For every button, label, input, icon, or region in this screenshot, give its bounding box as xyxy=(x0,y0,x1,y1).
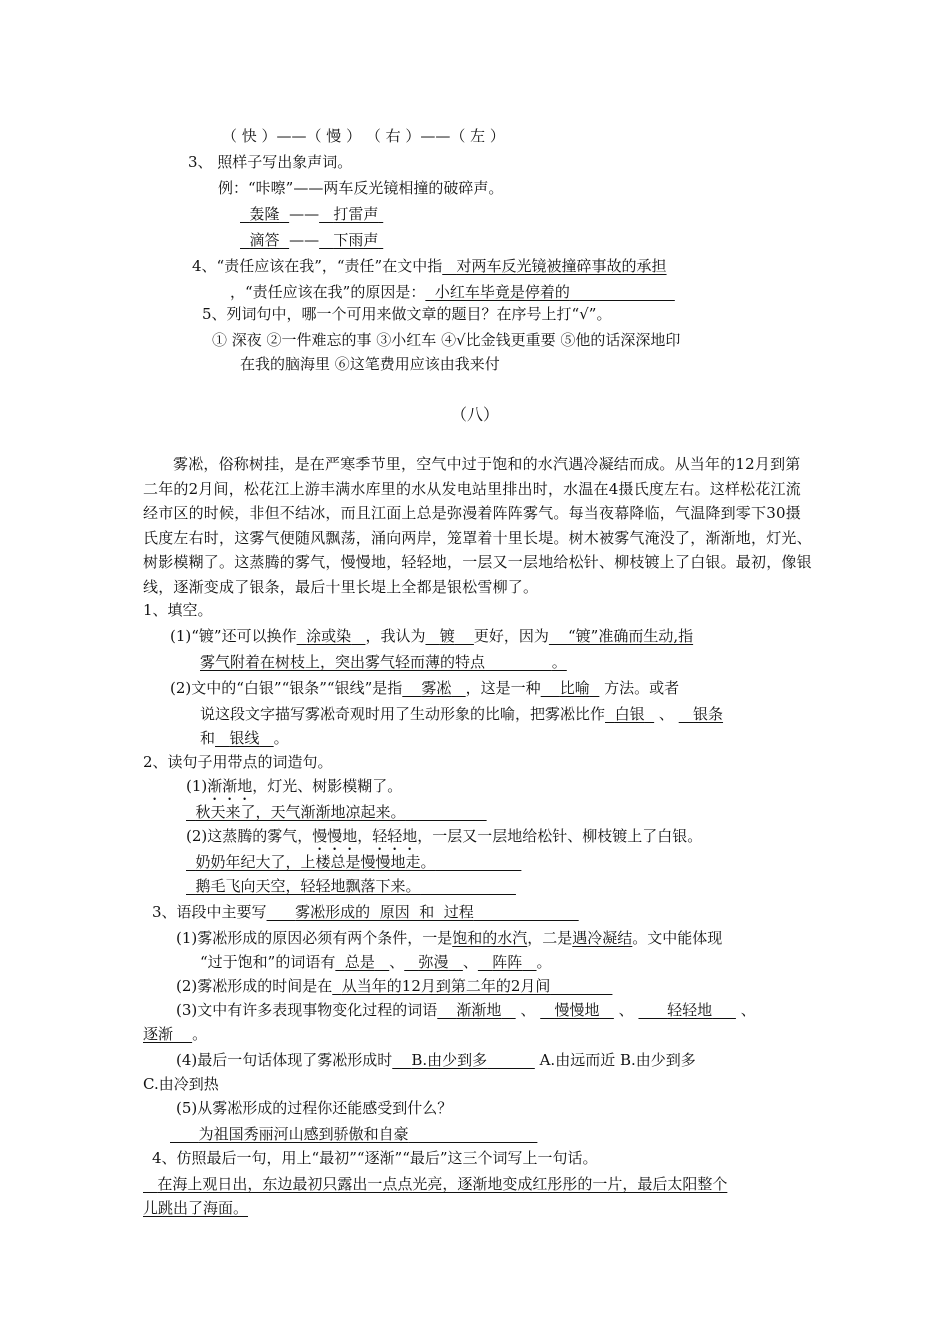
answer-blank: 银条 xyxy=(693,705,724,723)
answer-blank: 饱和的水汽 xyxy=(452,929,528,947)
question-3-3-line-1: (3)文中有许多表现事物变化过程的词语 渐渐地 、 慢慢地 、 轻轻地 、 xyxy=(176,1001,756,1019)
antonym-answers: （ 快 ）——（ 慢 ） （ 右 ）——（ 左 ） xyxy=(222,127,505,145)
answer-blank: 从当年的12月到第二年的2月间 xyxy=(341,977,551,995)
question-2-2-answer-2 xyxy=(186,876,516,896)
answer-blank: 奶奶年纪大了，上楼总是慢慢地走。 xyxy=(195,853,436,871)
answer-blank: 总是 xyxy=(344,953,375,971)
answer-blank: 为祖国秀丽河山感到骄傲和自豪 xyxy=(198,1125,409,1143)
question-3-example: 例：“咔嚓”——两车反光镜相撞的破碎声。 xyxy=(218,179,504,197)
question-3-5-answer xyxy=(170,1124,537,1144)
answer-blank: 轻轻地 xyxy=(667,1001,713,1019)
question-4-label: 4、仿照最后一句，用上“最初”“逐渐”“最后”这三个词写上一句话。 xyxy=(152,1149,598,1167)
answer-blank: 雾气附着在树枝上，突出雾气轻而薄的特点 。 xyxy=(200,653,567,671)
answer-blank: 雾凇形成的 原因 和 过程 xyxy=(295,903,474,921)
answer-blank: 弥漫 xyxy=(418,953,449,971)
question-3-2: (2)雾凇形成的时间是在 从当年的12月到第二年的2月间 xyxy=(176,976,612,996)
question-1-1-line-1: (1)“镀”还可以换作 涂或染 ，我认为 镀 更好，因为 “镀”准确而生动,指 xyxy=(170,627,694,645)
answer-blank: 儿跳出了海面。 xyxy=(143,1199,249,1217)
question-2-1-answer xyxy=(186,802,487,822)
question-2-label: 2、读句子用带点的词造句。 xyxy=(143,753,333,771)
section-title: （八） xyxy=(450,405,499,424)
question-3-4-line-1: (4)最后一句话体现了雾凇形成时 B.由少到多 A.由远而近 B.由少到多 xyxy=(176,1051,696,1069)
answer-blank: 滴答 xyxy=(249,231,280,249)
question-3-main: 3、语段中主要写 雾凇形成的 原因 和 过程 xyxy=(152,902,579,922)
answer-blank: 雾凇 xyxy=(421,679,452,697)
question-1-label: 1、填空。 xyxy=(143,601,213,619)
question-1-2-line-3: 和 银线 。 xyxy=(200,729,289,747)
question-2-2-answer-1 xyxy=(186,852,521,872)
question-4-line-2: ，“责任应该在我”的原因是： 小红车毕竟是停着的 xyxy=(230,282,675,302)
question-3-answer-1: 轰隆 —— 打雷声 xyxy=(240,204,383,224)
answer-blank: 对两车反光镜被撞碎事故的承担 xyxy=(456,257,667,275)
answer-blank: 鹅毛飞向天空，轻轻地飘落下来。 xyxy=(195,877,421,895)
question-1-2-line-1: (2)文中的“白银”“银条”“银线”是指 雾凇 ，这是一种 比喻 方法。或者 xyxy=(170,679,680,697)
answer-blank: 银线 xyxy=(229,729,260,747)
question-2-1-sentence: (1)渐渐地，灯光、树影模糊了。 xyxy=(186,777,403,795)
question-4-line-1: 4、“责任应该在我”，“责任”在文中指 对两车反光镜被撞碎事故的承担 xyxy=(192,257,667,275)
question-4-answer-1 xyxy=(143,1174,727,1194)
answer-blank: 白银 xyxy=(614,705,645,723)
question-1-2-line-2: 说这段文字描写雾凇奇观时用了生动形象的比喻，把雾凇比作 白银 、 银条 xyxy=(200,705,724,723)
answer-blank: 逐渐 xyxy=(143,1025,174,1043)
question-3-5: (5)从雾凇形成的过程你还能感受到什么？ xyxy=(176,1099,453,1117)
question-4-answer-2 xyxy=(143,1198,248,1218)
answer-blank: 比喻 xyxy=(559,679,590,697)
answer-blank: 下雨声 xyxy=(333,231,379,249)
question-5-options-1: ① 深夜 ②一件难忘的事 ③小红车 ④√比金钱更重要 ⑤他的话深深地印 xyxy=(212,331,681,349)
question-2-2-sentence: (2)这蒸腾的雾气，慢慢地，轻轻地，一层又一层地给松针、柳枝镀上了白银。 xyxy=(186,827,703,845)
question-5-label: 5、列词句中，哪一个可用来做文章的题目？在序号上打“√”。 xyxy=(202,305,612,323)
passage-paragraph: 雾凇，俗称树挂，是在严寒季节里，空气中过于饱和的水汽遇冷凝结而成。从当年的12月到第二年的2月间，松花江上游丰满水库里的水从发电站里排出时，水温在4摄氏度左右。这样松花江流经市区的时候，非但不结冰，而且江面上总是弥漫着阵阵雾气。每当夜幕降临，气温降到零下30摄氏度左右时，这雾气便随风飘荡，涌向两岸，笼罩着十里长堤。树木被雾气淹没了，渐渐地，灯光、树影模糊了。这蒸腾的雾气，慢慢地，轻轻地，一层又一层地给松针、柳枝镀上了白银。最初，像银线，逐渐变成了银条，最后十里长堤上全都是银松雪柳了。 xyxy=(143,455,812,596)
question-3-answer-2: 滴答 —— 下雨声 xyxy=(240,230,383,250)
answer-blank: 在海上观日出，东边最初只露出一点点光亮，逐渐地变成红彤彤的一片，最后太阳整个 xyxy=(157,1175,728,1193)
question-1-1-line-2 xyxy=(200,652,567,672)
answer-blank: 镀 xyxy=(439,627,455,645)
answer-blank: 轰隆 xyxy=(249,205,280,223)
question-3-label: 3、 照样子写出象声词。 xyxy=(188,153,353,171)
dotted-word: 慢慢地 xyxy=(312,827,358,845)
answer-blank: 慢慢地 xyxy=(554,1001,600,1019)
answer-blank: 遇冷凝结 xyxy=(572,929,633,947)
question-3-1-line-1: (1)雾凇形成的原因必须有两个条件，一是饱和的水汽，二是遇冷凝结。文中能体现 xyxy=(176,929,723,947)
dotted-word: 轻轻地 xyxy=(372,827,418,845)
answer-blank: “镀”准确而生动,指 xyxy=(567,627,694,645)
question-3-3-line-2: 逐渐 。 xyxy=(143,1025,208,1043)
answer-blank: B.由少到多 xyxy=(411,1051,488,1069)
question-3-4-line-2: C.由冷到热 xyxy=(143,1075,219,1093)
question-3-1-line-2: “过于饱和”的词语有 总是 、 弥漫 、 阵阵 。 xyxy=(200,953,552,971)
answer-blank: 渐渐地 xyxy=(456,1001,502,1019)
answer-blank: 阵阵 xyxy=(492,953,523,971)
question-5-options-2: 在我的脑海里 ⑥这笔费用应该由我来付 xyxy=(240,355,500,373)
answer-blank: 打雷声 xyxy=(333,205,379,223)
dotted-word: 渐渐地 xyxy=(207,777,253,795)
answer-blank: 涂或染 xyxy=(306,627,352,645)
answer-blank: 秋天来了，天气渐渐地凉起来。 xyxy=(195,803,406,821)
answer-blank: 小红车毕竟是停着的 xyxy=(434,283,570,301)
